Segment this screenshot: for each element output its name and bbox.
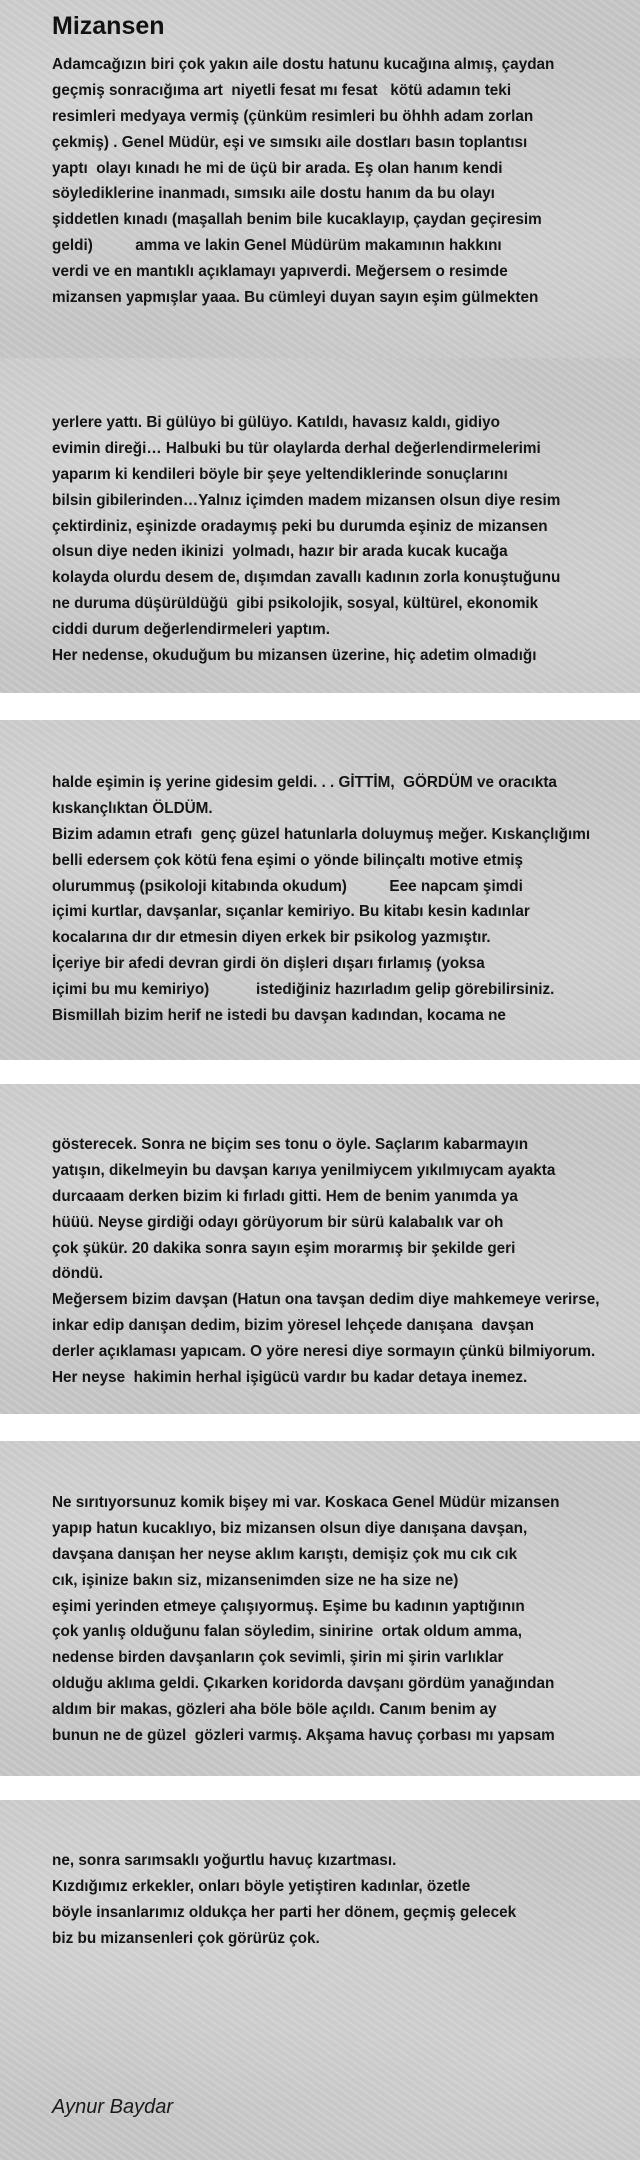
- text-line: kolayda olurdu desem de, dışımdan zavallı kadının zorla konuştuğunu: [52, 569, 561, 587]
- text-line: içimi bu mu kemiriyo) istediğiniz hazırladım gelip görebilirsiniz.: [52, 981, 555, 999]
- text-line: Bizim adamın etrafı genç güzel hatunlarla doluymuş meğer. Kıskançlığımı: [52, 825, 591, 843]
- text-line: olsun diye neden ikinizi yolmadı, hazır bir arada kucak kucağa: [52, 543, 508, 561]
- text-line: çektirdiniz, eşinizde oradaymış peki bu durumda eşiniz de mizansen: [52, 517, 548, 535]
- text-line: Adamcağızın biri çok yakın aile dostu hatunu kucağına almış, çaydan: [52, 56, 555, 73]
- text-line: ciddi durum değerlendirmeleri yaptım.: [52, 621, 330, 639]
- text-line: inkar edip danışan dedim, bizim yöresel lehçede danışana davşan: [52, 1317, 535, 1335]
- text-line: bunun ne de güzel gözleri varmış. Akşama havuç çorbası mı yapsam: [52, 1727, 555, 1745]
- text-line: biz bu mizansenleri çok görürüz çok.: [52, 1929, 320, 1947]
- paragraph: [52, 1848, 636, 1952]
- text-line: belli edersem çok kötü fena eşimi o yönde bilinçaltı motive etmiş: [52, 851, 523, 869]
- text-line: çok yanlış olduğunu falan söyledim, sinirine ortak oldum amma,: [52, 1623, 523, 1641]
- text-line: derler açıklaması yapıcam. O yöre neresi diye sormayın çünkü bilmiyorum.: [52, 1343, 596, 1361]
- text-line: çekmiş) . Genel Müdür, eşi ve sımsıkı aile dostları basın toplantısı: [52, 133, 528, 151]
- text-line: yaptı olayı kınadı he mi de üçü bir arada. Eş olan hanım kendi: [52, 159, 503, 177]
- text-line: Bismillah bizim herif ne istedi bu davşan kadından, kocama ne: [52, 1007, 506, 1025]
- text-line: kıskançlıktan ÖLDÜM.: [52, 799, 213, 817]
- text-line: ne duruma düşürüldüğü gibi psikolojik, sosyal, kültürel, ekonomik: [52, 595, 539, 613]
- text-line: nedense birden davşanların çok sevimli, şirin mi şirin varlıklar: [52, 1649, 504, 1667]
- text-line: olduğu aklıma geldi. Çıkarken koridorda davşanı gördüm yanağından: [52, 1675, 555, 1693]
- text-line: eşimi yerinden etmeye çalışıyormuş. Eşime bu kadının yaptığının: [52, 1597, 525, 1615]
- text-line: olurummuş (psikoloji kitabında okudum) Eee napcam şimdi: [52, 877, 523, 895]
- text-line: yaparım ki kendileri böyle bir şeye yeltendiklerinde sonuçlarını: [52, 465, 508, 483]
- text-line: ne, sonra sarımsaklı yoğurtlu havuç kızartması.: [52, 1852, 397, 1869]
- text-line: geldi) amma ve lakin Genel Müdürüm makamının hakkını: [52, 237, 502, 255]
- paragraph: [52, 1490, 636, 1749]
- paragraph: [52, 770, 636, 1029]
- text-line: İçeriye bir afedi devran girdi ön dişleri dışarı fırlamış (yoksa: [52, 955, 485, 973]
- text-line: cık, işinize bakın siz, mizansenimden size ne ha size ne): [52, 1571, 459, 1589]
- text-line: bilsin gibilerinden…Yalnız içimden madem mizansen olsun diye resim: [52, 491, 561, 509]
- text-line: resimleri medyaya vermiş (çünküm resimleri bu öhhh adam zorlan: [52, 107, 534, 125]
- paragraph: [52, 1132, 636, 1391]
- text-line: aldım bir makas, gözleri aha böle böle açıldı. Canım benim ay: [52, 1701, 497, 1719]
- text-line: durcaaam derken bizim ki fırladı gitti. Hem de benim yanımda ya: [52, 1187, 518, 1205]
- text-line: çok şükür. 20 dakika sonra sayın eşim morarmış bir şekilde geri: [52, 1239, 516, 1257]
- text-line: içimi kurtlar, davşanlar, sıçanlar kemiriyo. Bu kitabı kesin kadınlar: [52, 903, 530, 921]
- text-line: Kızdığımız erkekler, onları böyle yetiştiren kadınlar, özetle: [52, 1877, 471, 1895]
- text-line: böyle insanlarımız oldukça her parti her dönem, geçmiş gelecek: [52, 1903, 517, 1921]
- text-line: yapıp hatun kucaklıyo, biz mizansen olsun diye danışana davşan,: [52, 1519, 528, 1537]
- text-line: halde eşimin iş yerine gidesim geldi. . . GİTTİM, GÖRDÜM ve oracıkta: [52, 774, 557, 791]
- text-line: mizansen yapmışlar yaaa. Bu cümleyi duyan sayın eşim gülmekten: [52, 289, 539, 307]
- text-line: verdi ve en mantıklı açıklamayı yapıverdi. Meğersem o resimde: [52, 263, 508, 281]
- text-line: davşana danışan her neyse aklım karıştı, demişiz çok mu cık cık: [52, 1545, 518, 1563]
- text-line: Ne sırıtıyorsunuz komik bişey mi var. Koskaca Genel Müdür mizansen: [52, 1494, 560, 1511]
- poem-title: Mizansen: [52, 12, 165, 40]
- text-line: geçmiş sonracığıma art niyetli fesat mı fesat kötü adamın teki: [52, 81, 512, 99]
- text-line: kocalarına dır dır etmesin diyen erkek bir psikolog yazmıştır.: [52, 929, 491, 947]
- paragraph: [52, 52, 636, 311]
- text-line: şiddetlen kınadı (maşallah benim bile kucaklayıp, çaydan geçiresim: [52, 211, 542, 229]
- text-line: Her neyse hakimin herhal işigücü vardır bu kadar detaya inemez.: [52, 1369, 528, 1387]
- text-line: Her nedense, okuduğum bu mizansen üzerine, hiç adetim olmadığı: [52, 647, 537, 665]
- text-line: yerlere yattı. Bi gülüyo bi gülüyo. Katıldı, havasız kaldı, gidiyo: [52, 414, 500, 431]
- text-line: yatışın, dikelmeyin bu davşan karıya yenilmiycem yıkılmıycam ayakta: [52, 1161, 556, 1179]
- text-line: söylediklerine inanmadı, sımsıkı aile dostu hanım da bu olayı: [52, 185, 495, 203]
- text-line: gösterecek. Sonra ne biçim ses tonu o öyle. Saçlarım kabarmayın: [52, 1136, 529, 1153]
- text-line: Meğersem bizim davşan (Hatun ona tavşan dedim diye mahkemeye verirse,: [52, 1291, 600, 1309]
- text-line: evimin direği… Halbuki bu tür olaylarda derhal değerlendirmelerimi: [52, 439, 541, 457]
- text-line: hüüü. Neyse girdiği odayı görüyorum bir sürü kalabalık var oh: [52, 1213, 504, 1231]
- author-signature: Aynur Baydar: [52, 2096, 173, 2118]
- paragraph: [52, 410, 636, 669]
- text-line: döndü.: [52, 1265, 103, 1283]
